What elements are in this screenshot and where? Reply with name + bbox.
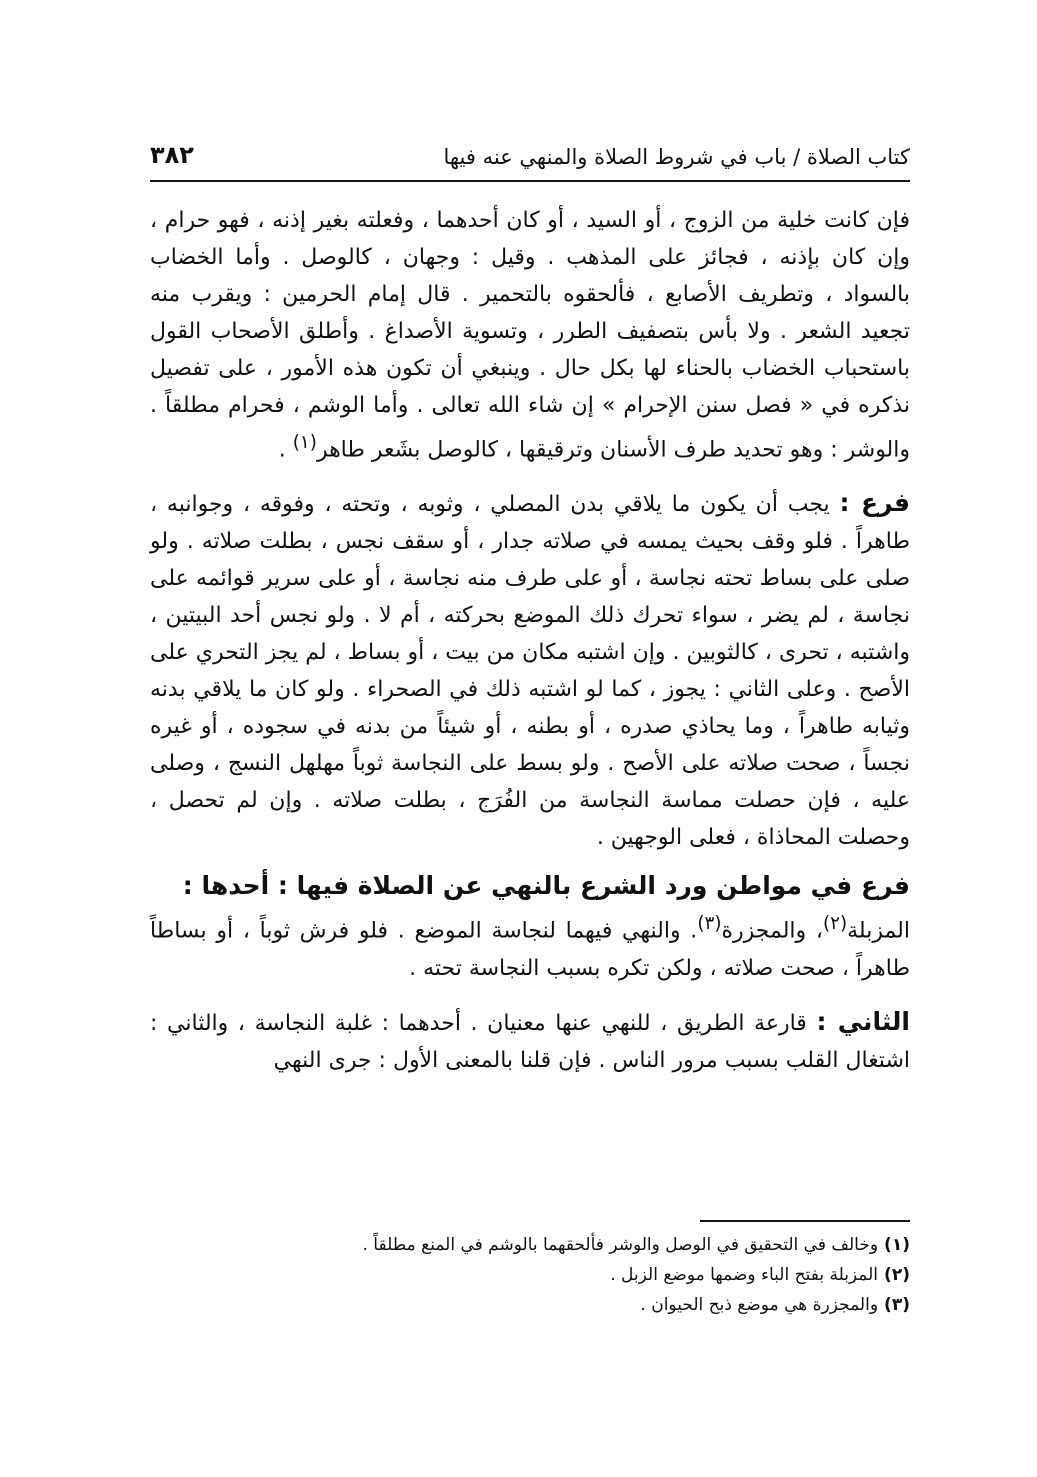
page-number: ٣٨٢ bbox=[150, 141, 194, 169]
footnote-divider bbox=[700, 1220, 910, 1222]
section-heading: فرع في مواطن ورد الشرع بالنهي عن الصلاة فيها : أحدها : bbox=[182, 871, 910, 901]
paragraph-3-c: . والنهي فيهما لنجاسة الموضع . فلو فرش ثوباً ، أو بساطاً طاهراً ، صحت صلاته ، ولكن تكره بسبب النجاسة تحته . bbox=[150, 918, 910, 981]
footnote-ref-1: (١) bbox=[292, 432, 317, 453]
footnote-3 bbox=[150, 1290, 910, 1320]
paragraph-1-end: . bbox=[278, 437, 293, 463]
paragraph-3-b: ، والمجزرة bbox=[721, 918, 823, 944]
paragraph-1 bbox=[150, 202, 910, 468]
paragraph-2 bbox=[150, 484, 910, 856]
footnote-ref-2: (٢) bbox=[822, 913, 848, 935]
footnote-3-marker: (٣) bbox=[884, 1295, 910, 1315]
running-header bbox=[150, 140, 910, 182]
paragraph-3 bbox=[150, 905, 910, 986]
paragraph-3-a: المزبلة bbox=[847, 918, 910, 944]
paragraph-4-lead: الثاني : bbox=[816, 1006, 910, 1036]
footnotes bbox=[150, 1220, 910, 1320]
footnote-ref-3: (٣) bbox=[697, 913, 722, 935]
footnote-2-marker: (٢) bbox=[884, 1265, 910, 1285]
footnote-1 bbox=[150, 1230, 910, 1260]
paragraph-4-text: قارعة الطريق ، للنهي عنها معنيان . أحدهما : غلبة النجاسة ، والثاني : اشتغال القلب بسبب مرور الناس . فإن قلنا بالمعنى الأول : جرى النهي bbox=[150, 1010, 910, 1073]
footnote-1-marker: (١) bbox=[884, 1235, 910, 1255]
paragraph-1-text: فإن كانت خلية من الزوج ، أو السيد ، أو كان أحدهما ، وفعلته بغير إذنه ، فهو حرام ، وإن كان بإذنه ، فجائز على المذهب . وقيل : وجهان ، كالوصل . وأما الخضاب بالسواد ، وتطريف الأصابع ، فألحقوه بالتحمير . قال إمام الحرمين : ويقرب منه تجعيد الشعر . ولا بأس بتصفيف الطرر ، وتسوية الأصداغ . وأطلق الأصحاب القول باستحباب الخضاب بالحناء لها بكل حال . وينبغي أن تكون هذه الأمور ، على تفصيل نذكره في « فصل سنن الإحرام » إن شاء الله تعالى . وأما الوشم ، فحرام مطلقاً . والوشر : وهو تحديد طرف الأسنان وترقيقها ، كالوصل بشَعر طاهر bbox=[150, 208, 910, 463]
paragraph-2-text: يجب أن يكون ما يلاقي بدن المصلي ، وثوبه ، وتحته ، وفوقه ، وجوانبه ، طاهراً . فلو وقف بحيث يمسه في صلاته جدار ، أو سقف نجس ، بطلت صلاته . ولو صلى على بساط تحته نجاسة ، أو على طرف منه نجاسة ، أو على سرير قوائمه على نجاسة ، لم يضر ، سواء تحرك ذلك الموضع بحركته ، أم لا . ولو نجس أحد البيتين ، واشتبه ، تحرى ، كالثوبين . وإن اشتبه مكان من بيت ، أو بساط ، لم يجز التحري على الأصح . وعلى الثاني : يجوز ، كما لو اشتبه ذلك في الصحراء . ولو كان ما يلاقي بدنه وثيابه طاهراً ، وما يحاذي صدره ، أو بطنه ، أو شيئاً من بدنه في سجوده ، أو غيره نجساً ، صحت صلاته على الأصح . ولو بسط على النجاسة ثوباً مهلهل النسج ، وصلى عليه ، فإن حصلت مماسة النجاسة من الفُرَج ، بطلت صلاته . وإن لم تحصل ، وحصلت المحاذاة ، فعلى الوجهين . bbox=[150, 492, 910, 851]
paragraph-2-lead: فرع : bbox=[839, 488, 910, 518]
book-page bbox=[150, 140, 910, 1360]
paragraph-4 bbox=[150, 1003, 910, 1079]
footnote-2 bbox=[150, 1260, 910, 1290]
footnote-2-text: المزبلة بفتح الباء وضمها موضع الزبل . bbox=[610, 1265, 879, 1285]
footnote-3-text: والمجزرة هي موضع ذبح الحيوان . bbox=[640, 1295, 879, 1315]
running-title: كتاب الصلاة / باب في شروط الصلاة والمنهي عنه فيها bbox=[443, 144, 910, 169]
footnote-1-text: وخالف في التحقيق في الوصل والوشر فألحقهما بالوشم في المنع مطلقاً . bbox=[362, 1235, 879, 1255]
